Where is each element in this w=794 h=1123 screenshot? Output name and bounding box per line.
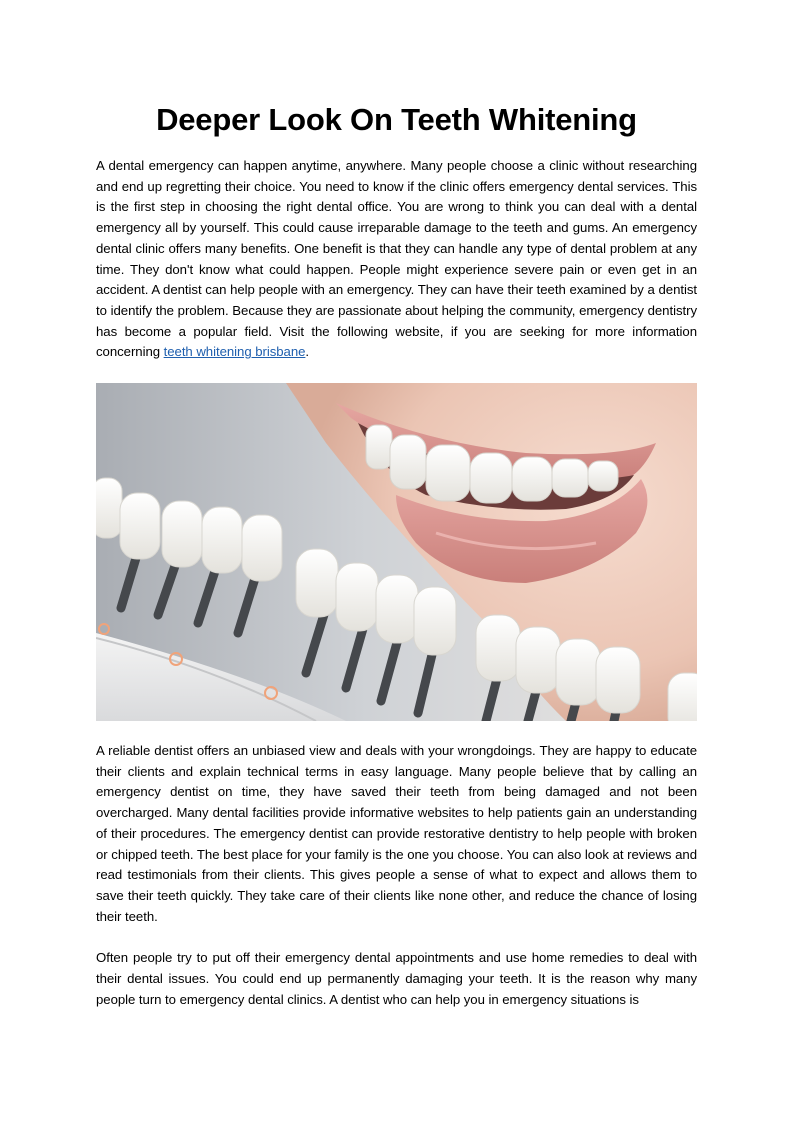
- paragraph-reliable-dentist: A reliable dentist offers an unbiased view and deals with your wrongdoings. They are happy to educate their clients and explain technical terms in easy language. Many people believe that by calling an emergency dentist on time, they have saved their teeth from being damaged and not been overcharged. Many dental facilities provide informative websites to help patients gain an understanding of their procedures. The emergency dentist can provide restorative dentistry to help people with broken or chipped teeth. The best place for your family is the one you choose. You can also look at reviews and read testimonials from their clients. This gives people a sense of what to expect and allows them to save their teeth quickly. They take care of their clients like none other, and reduce the chance of losing their teeth.: [96, 743, 697, 924]
- paragraph-intro-text: A dental emergency can happen anytime, anywhere. Many people choose a clinic without researching and end up regretting their choice. You need to know if the clinic offers emergency dental services. This is the first step in choosing the right dental office. You are wrong to think you can deal with a dental emergency all by yourself. This could cause irreparable damage to the teeth and gums. An emergency dental clinic offers many benefits. One benefit is that they can handle any type of dental problem at any time. They don't know what could happen. People might experience severe pain or even get in an accident. A dentist can help people with an emergency. They can have their teeth examined by a dentist to identify the problem. Because they are passionate about helping the community, emergency dentistry has become a popular field. Visit the following website, if you are seeking for more information concerning: [96, 158, 697, 360]
- paragraph-intro: [96, 156, 697, 363]
- document-page: [96, 0, 697, 1010]
- teeth-whitening-photo: [96, 383, 697, 721]
- paragraph-intro-period: .: [305, 344, 310, 360]
- document-title: Deeper Look On Teeth Whitening: [156, 102, 637, 137]
- teeth-whitening-link[interactable]: teeth whitening brisbane: [163, 344, 306, 360]
- smile-with-shade-guide-illustration: [96, 383, 697, 721]
- paragraph-emergency-appointments: Often people try to put off their emergency dental appointments and use home remedies to deal with their dental issues. You could end up permanently damaging your teeth. It is the reason why many people turn to emergency dental clinics. A dentist who can help you in emergency situations is: [96, 950, 697, 1007]
